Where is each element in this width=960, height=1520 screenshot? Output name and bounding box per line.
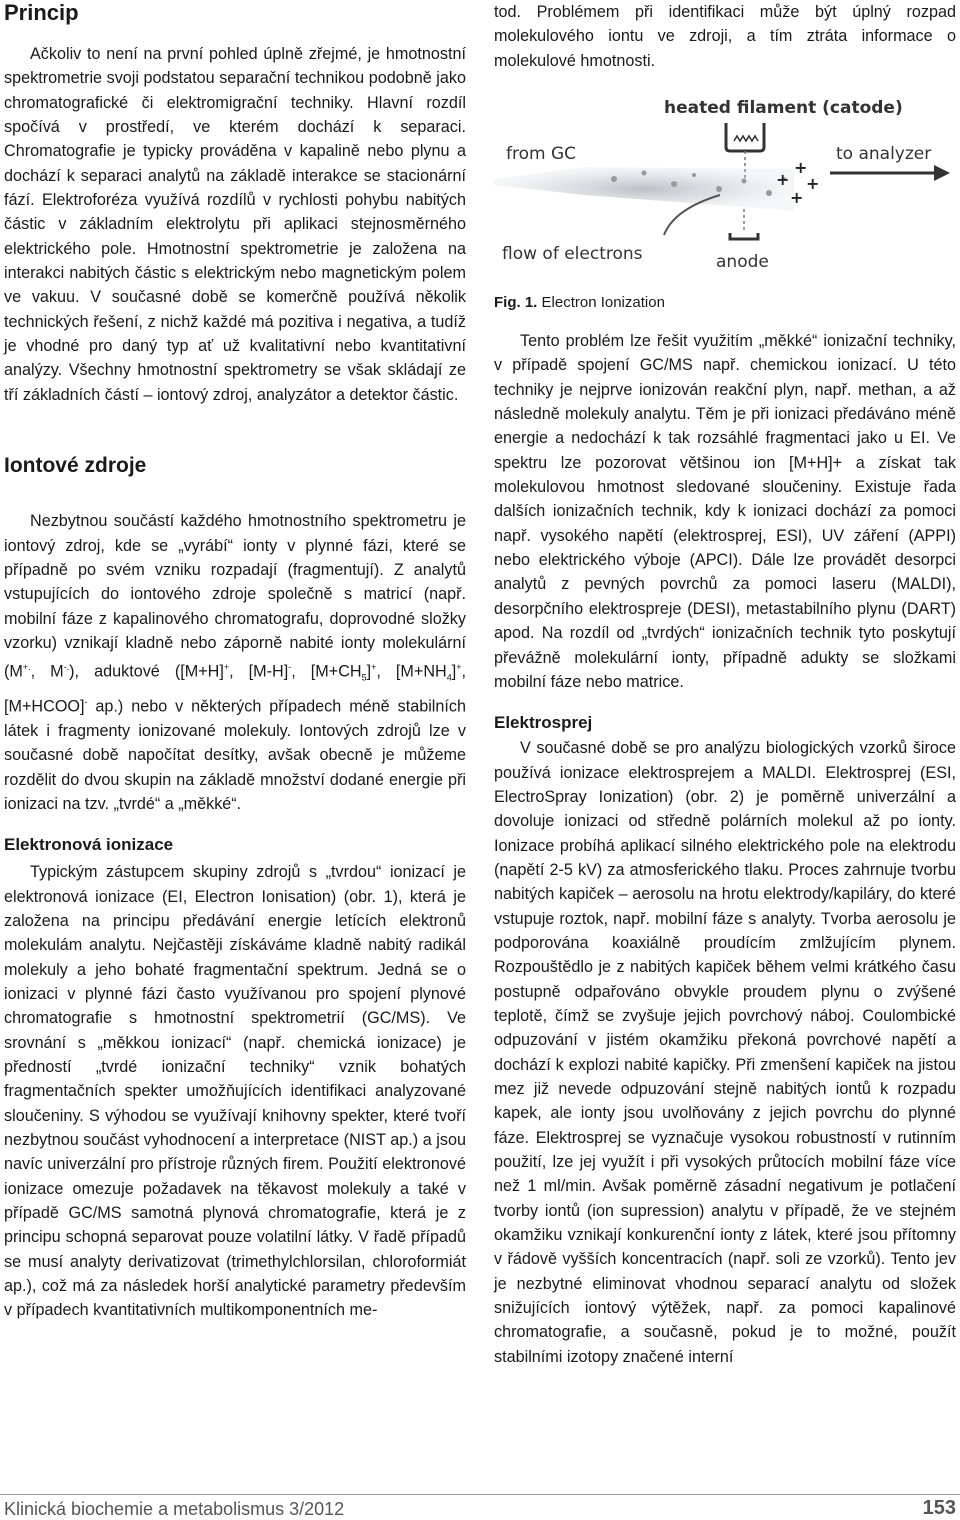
anode-shape	[730, 233, 758, 239]
footer-page-number: 153	[922, 1497, 956, 1519]
paragraph-continued: tod. Problémem při identifikaci může být úplný rozpad molekulového iontu ve zdroji, a tím ztráta informace o molekulové hmotnosti.	[494, 3, 956, 70]
paragraph-elektrosprej: V současné době se pro analýzu biologických vzorků široce používá ionizace elektrosprejem a MALDI. Elektrosprej (ESI, ElectroSpray Ionization) (obr. 2) je poměrně univerzální a dovoluje ionizaci od středně polárních molekul až po ionty. Ionizace probíhá aplikací silného elektrického pole na elektrodu (napětí 2-5 kV) za atmosferického tlaku. Proces zahrnuje tvorbu nabitých kapiček – aerosolu na hrotu elektrody/kapiláry, do které vstupuje roztok, např. mobilní fáze s analyty. Tvorba aerosolu je podporována koaxiálně proudícím zmlžujícím plynem. Rozpouštědlo je z nabitých kapiček během velmi krátkého času postupně odpařováno obvykle proudem plynu o zvýšené teplotě, čímž se zvyšuje jejich povrchový náboj. Coulombické odpuzování v jistém okamžiku překoná povrchové napětí a dochází k explozi nabité kapičky. Při zmenšení kapiček na jistou mez již nevede odpuzování stejně nabitých iontů k rozpadu kapek, ale ionty jsou uvolňovány z jejich povrchu do plynné fáze. Elektrosprej se vyznačuje vysokou robustností v rutinním použití, lze jej využít i při vysokých průtocích mobilní fáze více než 1 ml/min. Avšak poměrně zásadní negativum je potlačení tvorby iontů (ion supression) analytu v případě, že ve stejném okamžiku vznikají konkurenční ionty z látek, které jsou přítomny v řádově vyšších koncentracích (např. soli ze vzorků). Tento jev je nezbytné eliminovat vhodnou separací analytu od složek snižujících iontový výtěžek, např. za pomoci kapalinové chromatografie, a současně, pokud je to možné, použít stabilními izotopy značené interní	[494, 739, 956, 1366]
heading-princip: Princip	[4, 0, 79, 25]
heading-iontove-zdroje: Iontové zdroje	[4, 454, 147, 478]
svg-text:+: +	[776, 170, 790, 190]
heading-elektrosprej: Elektrosprej	[494, 713, 593, 733]
filament-shape	[726, 123, 764, 151]
paragraph-mekka-ionizace: Tento problém lze řešit využitím „měkké“ ionizační techniky, v případě spojení GC/MS např. chemickou ionizací. U této techniky je nejprve ionizován reakční plyn, např. methan, a až následně molekuly analytu. Těm je při ionizaci předáváno méně energie a nedochází k tak rozsáhlé fragmentaci jako u EI. Ve spektru lze pozorovat většinou ion [M+H]+ a získat tak molekulovou hmotnost sledované sloučeniny. Existuje řada dalších ionizačních technik, kdy k ionizaci dochází za pomoci např. vysokého napětí (elektrosprej, ESI), UV záření (APPI) nebo elektrického výboje (APCI). Dále lze provádět desorpci analytů z pevných povrchů za pomoci laseru (MALDI), desorpčního elektrospreje (DESI), metastabilního plynu (DART) apod. Na rozdíl od „tvrdých“ ionizačních technik tyto poskytují převážně molekulární ionty, případně adukty se složkami mobilní fáze nebo matrice.	[494, 332, 956, 691]
label-from-gc: from GC	[506, 144, 577, 165]
footer-journal: Klinická biochemie a metabolismus 3/2012	[4, 1499, 345, 1519]
label-to-analyzer: to analyzer	[836, 144, 932, 165]
label-anode: anode	[716, 252, 769, 273]
paragraph-princip: Ačkoliv to není na první pohled úplně zřejmé, je hmotnostní spektrometrie svoji podstatou separační technikou podobně jako chromatografické či elektromigrační techniky. Hlavní rozdíl spočívá v prostředí, ve kterém dochází k separaci. Chromatografie je typicky prováděna v kapalině nebo plynu a dochází k separaci analytů na základě interakce se stacionární fází. Elektroforéza využívá rozdílů v rychlosti pohybu nabitých částic v základním elektrolytu při aplikaci stejnosměrného elektrického pole. Hmotnostní spektrometrie je založena na interakci nabitých částic s elektrickým nebo magnetickým polem ve vakuu. V současné době se komerčně používá několik technických řešení, z nichž každé má pozitiva i negativa, a tudíž je vhodné pro daný typ ať už kvalitativní nebo kvantitativní analýzy. Všechny hmotnostní spektrometry se však skládají ze tří základních částí – iontový zdroj, analyzátor a detektor částic.	[4, 45, 466, 404]
footer-divider	[0, 1494, 960, 1495]
svg-text:+: +	[806, 174, 820, 194]
ei-diagram	[494, 89, 956, 289]
figure-caption: Fig. 1. Electron Ionization	[494, 294, 665, 312]
heading-elektronova-ionizace: Elektronová ionizace	[4, 835, 174, 855]
svg-text:+: +	[794, 158, 808, 178]
label-filament: heated filament (catode)	[664, 98, 903, 119]
svg-text:+: +	[790, 188, 804, 208]
right-column	[494, 0, 956, 1369]
analyzer-arrowhead	[934, 165, 950, 181]
figure-electron-ionization	[494, 89, 956, 289]
paragraph-elektronova-ionizace: Typickým zástupcem skupiny zdrojů s „tvrdou“ ionizací je elektronová ionizace (EI, Electron Ionisation) (obr. 1), která je založena na principu předávání energie letících elektronů molekulám analytu. Nejčastěji získáváme kladně nabitý radikál molekuly a jeho bohaté fragmentační spektrum. Jedná se o ionizaci v plynné fázi často využívanou pro spojení plynové chromatografie s hmotnostní spektrometrií (GC/MS). Ve srovnání s „měkkou ionizací“ (např. chemická ionizace) je předností „tvrdé ionizační techniky“ vznik bohatých fragmentačních spekter umožňujících identifikaci analyzované sloučeniny. S výhodou se využívají knihovny spekter, které tvoří nezbytnou součást vyhodnocení a interpretace (NIST ap.) a jsou navíc univerzální pro přístroje různých firem. Použití elektronové ionizace omezuje požadavek na těkavost molekuly a také v případě GC/MS samotná plynová chromatografie, která je z principu schopná separovat pouze volatilní látky. V řadě případů se musí analyty derivatizovat (trimethylchlorsilan, chloroformiát ap.), což má za následek horší analytické parametry především v případech kvantitativních multikomponentních me-	[4, 863, 466, 1320]
filament-coil	[734, 136, 758, 141]
left-column	[4, 0, 466, 1323]
label-flow-of-electrons: flow of electrons	[502, 244, 643, 265]
paragraph-iontove-zdroje: Nezbytnou součástí každého hmotnostního spektrometru je iontový zdroj, kde se „vyrábí“ ionty v plynné fázi, které se případně po svém vzniku rozpadají (fragmentují). Z analytů vstupujících do iontového zdroje společně s matricí (např. mobilní fáze z kapalinového chromatografu, doprovodné složky vzorku) vznikají kladně nebo záporně nabité ionty molekulární (M+., M-.), aduktové ([M+H]+, [M-H]-, $[M+CH_5]^+$, $[M+NH_4]^+$, [M+HCOO]- ap.) nebo v některých případech méně stabilních látek i fragmenty ionizované molekuly. Iontových zdrojů lze v současné době napočítat desítky, avšak obecně je můžeme rozdělit do dvou skupin na základě množství dodané energie při ionizaci na tzv. „tvrdé“ a „měkké“.	[4, 512, 467, 813]
